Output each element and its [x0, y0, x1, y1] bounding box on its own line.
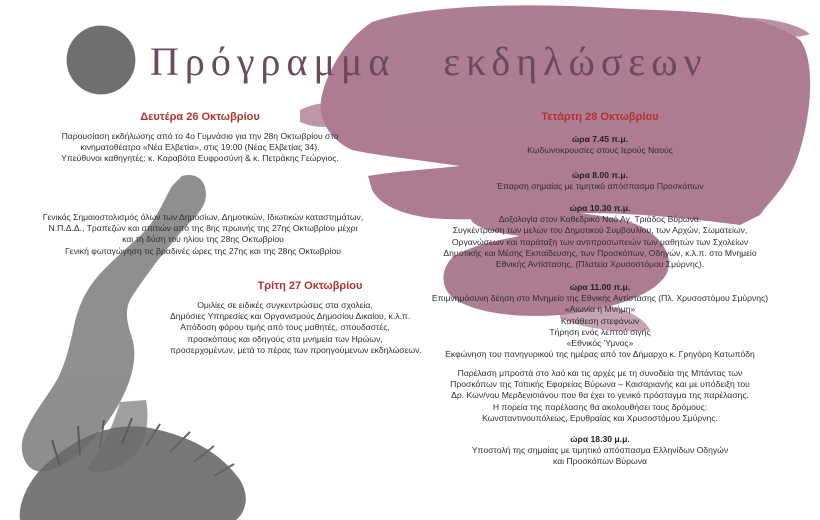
event-time: ώρα 8.00 π.μ.	[572, 170, 628, 180]
event-time: ώρα 7.45 π.μ.	[572, 134, 628, 144]
text-line: Προσκόπων της Τοπικής Εφορείας Βύρωνα – Καισαριανής και με υπόδειξη του	[450, 379, 750, 390]
event-1830	[440, 434, 760, 468]
text-line: κινηματοθέατρο «Νέα Ελβετία», στις 19:00 (Νέας Ελβετίας 34).	[80, 142, 320, 153]
text-line: Γενικός Σημαιοστολισμός όλων των Δημοσίων, Δημοτικών, Ιδιωτικών καταστημάτων,	[42, 212, 364, 222]
text-line: Επιμνημόσυνη δέηση στο Μνημείο της Εθνικής Αντίστασης (Πλ. Χρυσοστόμου Σμύρνης)	[431, 293, 769, 304]
wednesday-heading: Τετάρτη 28 Οκτωβρίου	[541, 111, 659, 123]
event-time: ώρα 11.00 π.μ.	[569, 282, 631, 292]
text-line: Παρέλαση μπροστά στο λαό και τις αρχές με τη συνοδεία της Μπάντας των	[457, 368, 743, 378]
monday-flag-decoration-text	[0, 212, 406, 257]
text-line: Απόδοση φόρου τιμής από τους μαθητές, σπουδαστές,	[180, 322, 390, 333]
text-line: Υπεύθυνοι καθηγητές: κ. Καραβότα Ευφροσύνη & κ. Πετράκης Γεώργιος.	[61, 153, 339, 164]
tuesday-speeches-text	[170, 300, 422, 356]
event-time: ώρα 18.30 μ.μ.	[570, 434, 630, 444]
text-line: Ομιλίες σε ειδικές συγκεντρώσεις στα σχολεία,	[197, 300, 373, 310]
text-line: Τήρηση ενός λεπτού σιγής	[549, 326, 651, 337]
text-line: Κωδωνοκρουσίες στους Ιερούς Ναούς	[527, 145, 673, 156]
text-line: «Αιωνία η Μνήμη»	[564, 304, 636, 315]
text-line: και Προσκόπων Βύρωνα	[553, 456, 647, 467]
text-line: Δοξολογία στον Καθεδρικό Ναό Αγ. Τριάδος Βύρωνα.	[498, 214, 702, 225]
tuesday-heading: Τρίτη 27 Οκτωβρίου	[257, 280, 363, 292]
text-line: Δημόσιες Υπηρεσίες και Οργανισμούς Δημοσίου Δικαίου, κ.λ.π.	[170, 311, 411, 322]
monday-presentation-text	[40, 131, 360, 165]
text-line: Παρουσίαση εκδήλωσης από το 4ο Γυμνάσιο για την 28η Οκτωβρίου στο	[61, 131, 339, 141]
text-line: Κωνσταντινουπόλεως, Ερυθραίας και Χρυσοστόμου Σμύρνης.	[482, 412, 718, 423]
text-line: Υποστολή της σημαίας με τιμητικό απόσπασμα Ελληνίδων Οδηγών	[471, 445, 729, 456]
text-line: Εκφώνηση του πανηγυρικού της ημέρας από τον Δήμαρχο κ. Γρηγόρη Κατωπόδη	[445, 349, 755, 360]
text-line: Έπαρση σημαίας με τιμητικό απόσπασμα Προσκόπων	[496, 181, 704, 192]
text-line: Γενική φωταγώγηση τις βραδινές ώρες της 27ης και της 28ης Οκτωβρίου	[65, 245, 341, 256]
text-line: Συγκέντρωση των μελών του Δημοτικού Συμβουλίου, των Αρχών, Σωματείων,	[452, 225, 748, 236]
text-line: και τη δύση του ηλίου της 28ης Οκτωβρίου	[122, 234, 284, 245]
text-line: Δημοτικής και Μέσης Εκπαίδευσης, των Προσκόπων, Οδηγών, κ.λ.π. στο Μνημείο	[443, 247, 757, 258]
text-line: Κατάθεση στεφάνων	[560, 315, 640, 326]
event-time: ώρα 10.30 π.μ.	[569, 203, 631, 213]
page-title: Πρόγραμμα εκδηλώσεων	[150, 39, 708, 84]
event-0745	[440, 134, 760, 156]
text-line: Ν.Π.Δ.Δ., Τραπεζών και σπιτιών από της 8ης πρωινής της 27ης Οκτωβρίου μέχρι	[48, 223, 358, 234]
text-line: Οργανώσεων και παράταξη των αντιπροσωπειών των μαθητών των Σχολείων	[451, 236, 749, 247]
text-line: Δρ. Κων/νου Μερδενισιάνου που θα έχει το γενικό πρόσταγμα της παρέλασης.	[451, 390, 749, 401]
text-line: Η πορεία της παρέλασης θα ακολουθήσει τους δρόμους:	[492, 401, 708, 412]
text-line: «Εθνικός Ύμνος»	[566, 338, 634, 349]
text-line: προσκόπους και οδηγούς στα μνημεία των Ηρώων,	[187, 333, 383, 344]
event-1100	[415, 282, 785, 360]
parade-text	[420, 368, 780, 424]
event-1030	[420, 203, 780, 270]
event-0800	[440, 170, 760, 192]
text-line: προσερχομένων, μετά το πέρας των προηγούμενων εκδηλώσεων.	[170, 344, 422, 355]
text-line: Εθνικής Αντίστασης, (Πλατεία Χρυσοστόμου Σμύρνης).	[495, 259, 705, 270]
monday-heading: Δευτέρα 26 Οκτωβρίου	[140, 111, 260, 123]
